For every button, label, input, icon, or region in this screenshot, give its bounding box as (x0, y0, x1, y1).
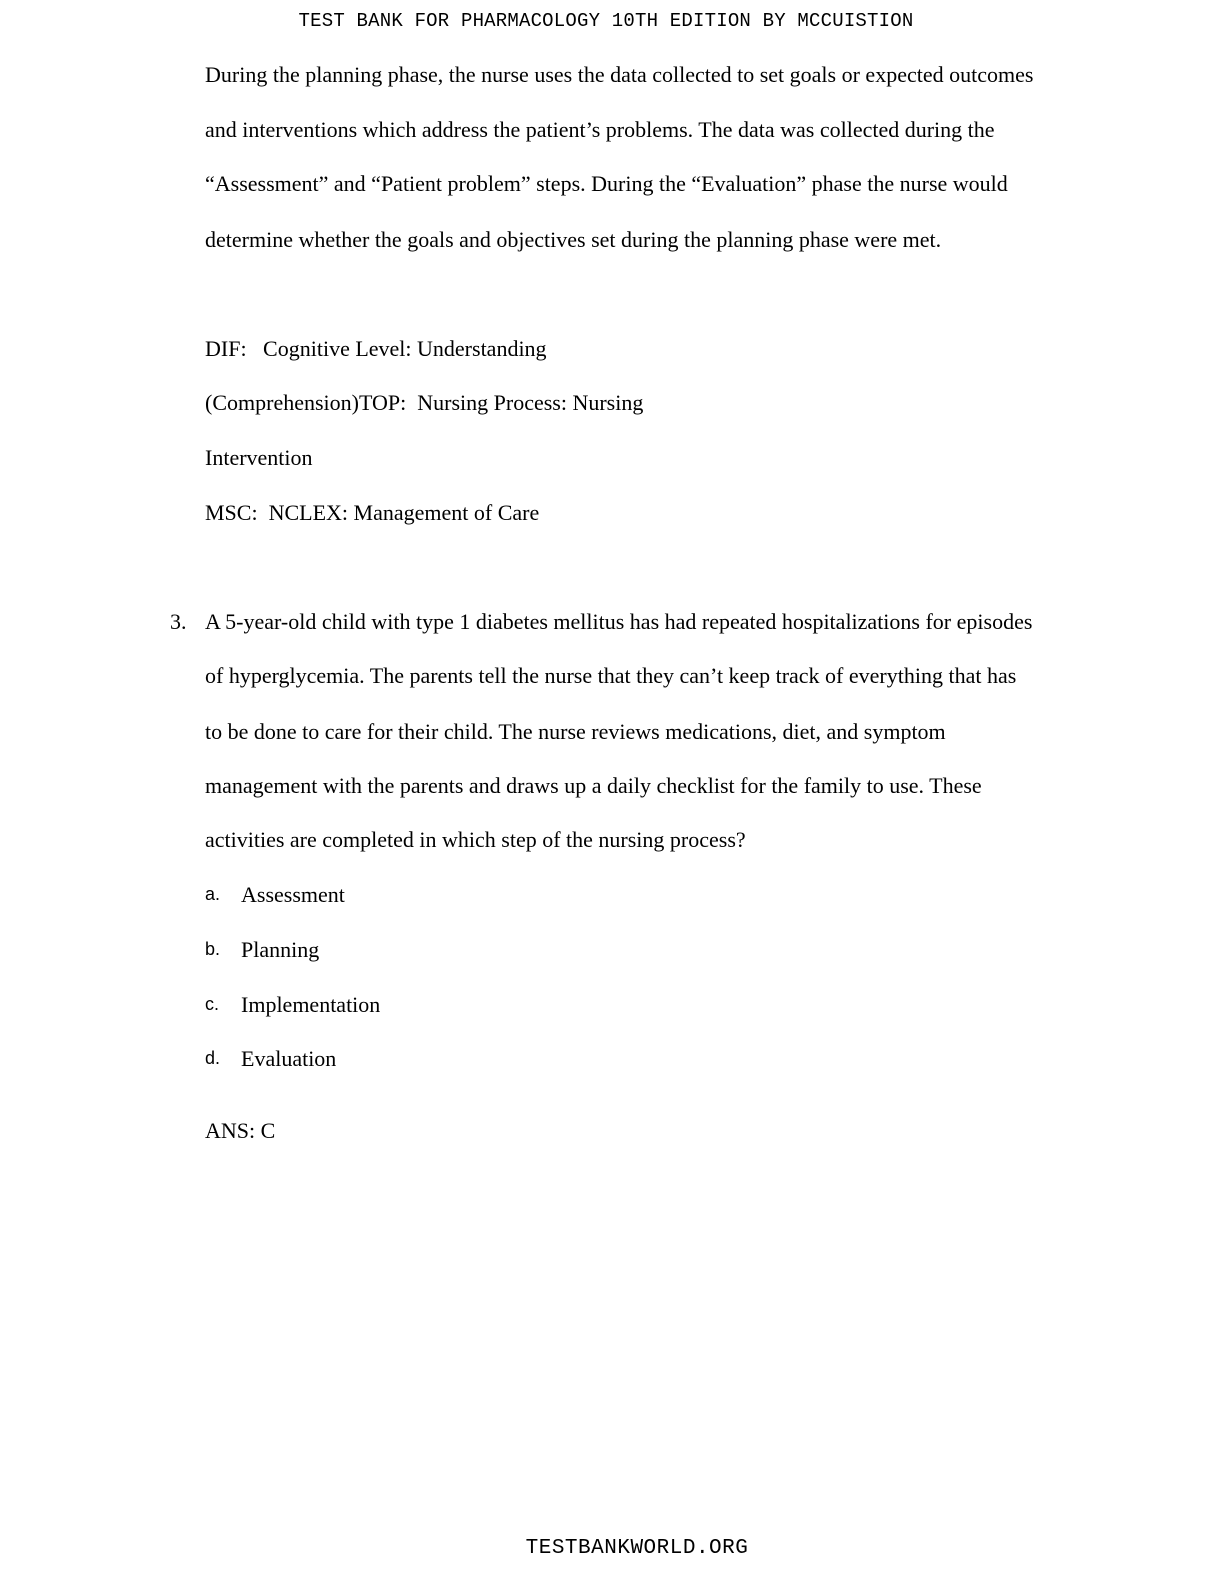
question-stem-line: A 5-year-old child with type 1 diabetes mellitus has had repeated hospitalizations for episodes (205, 609, 1033, 634)
option-letter: b. (205, 939, 221, 959)
question-number: 3. (170, 609, 187, 634)
question-stem-line: to be done to care for their child. The nurse reviews medications, diet, and symptom (205, 719, 946, 744)
option-letter: a. (205, 884, 221, 904)
rationale-line: During the planning phase, the nurse uses the data collected to set goals or expected outcomes (205, 62, 1034, 87)
question-stem-line: management with the parents and draws up a daily checklist for the family to use. These (205, 773, 982, 798)
msc-line: MSC: NCLEX: Management of Care (205, 500, 540, 525)
difficulty-line: DIF: Cognitive Level: Understanding (205, 336, 547, 361)
rationale-line: determine whether the goals and objectives set during the planning phase were met. (205, 227, 942, 252)
option-text: Planning (241, 937, 320, 962)
topic-line-continued: Intervention (205, 445, 313, 470)
topic-line: (Comprehension)TOP: Nursing Process: Nursing (205, 390, 644, 415)
page-footer (0, 1537, 1224, 1560)
option-text: Implementation (241, 992, 381, 1017)
page-header (0, 10, 1224, 32)
question-stem-line: activities are completed in which step of the nursing process? (205, 827, 746, 852)
answer-key: ANS: C (205, 1118, 276, 1143)
option-letter: d. (205, 1048, 221, 1068)
option-text: Evaluation (241, 1046, 337, 1071)
footer-site: TESTBANKWORLD.ORG (525, 1537, 749, 1560)
option-letter: c. (205, 994, 220, 1014)
question-stem-line: of hyperglycemia. The parents tell the nurse that they can’t keep track of everything that has (205, 663, 1017, 688)
rationale-line: “Assessment” and “Patient problem” steps. During the “Evaluation” phase the nurse would (205, 171, 1008, 196)
header-title: TEST BANK FOR PHARMACOLOGY 10TH EDITION BY MCCUISTION (298, 10, 914, 32)
rationale-line: and interventions which address the patient’s problems. The data was collected during the (205, 117, 995, 142)
option-text: Assessment (241, 882, 345, 907)
